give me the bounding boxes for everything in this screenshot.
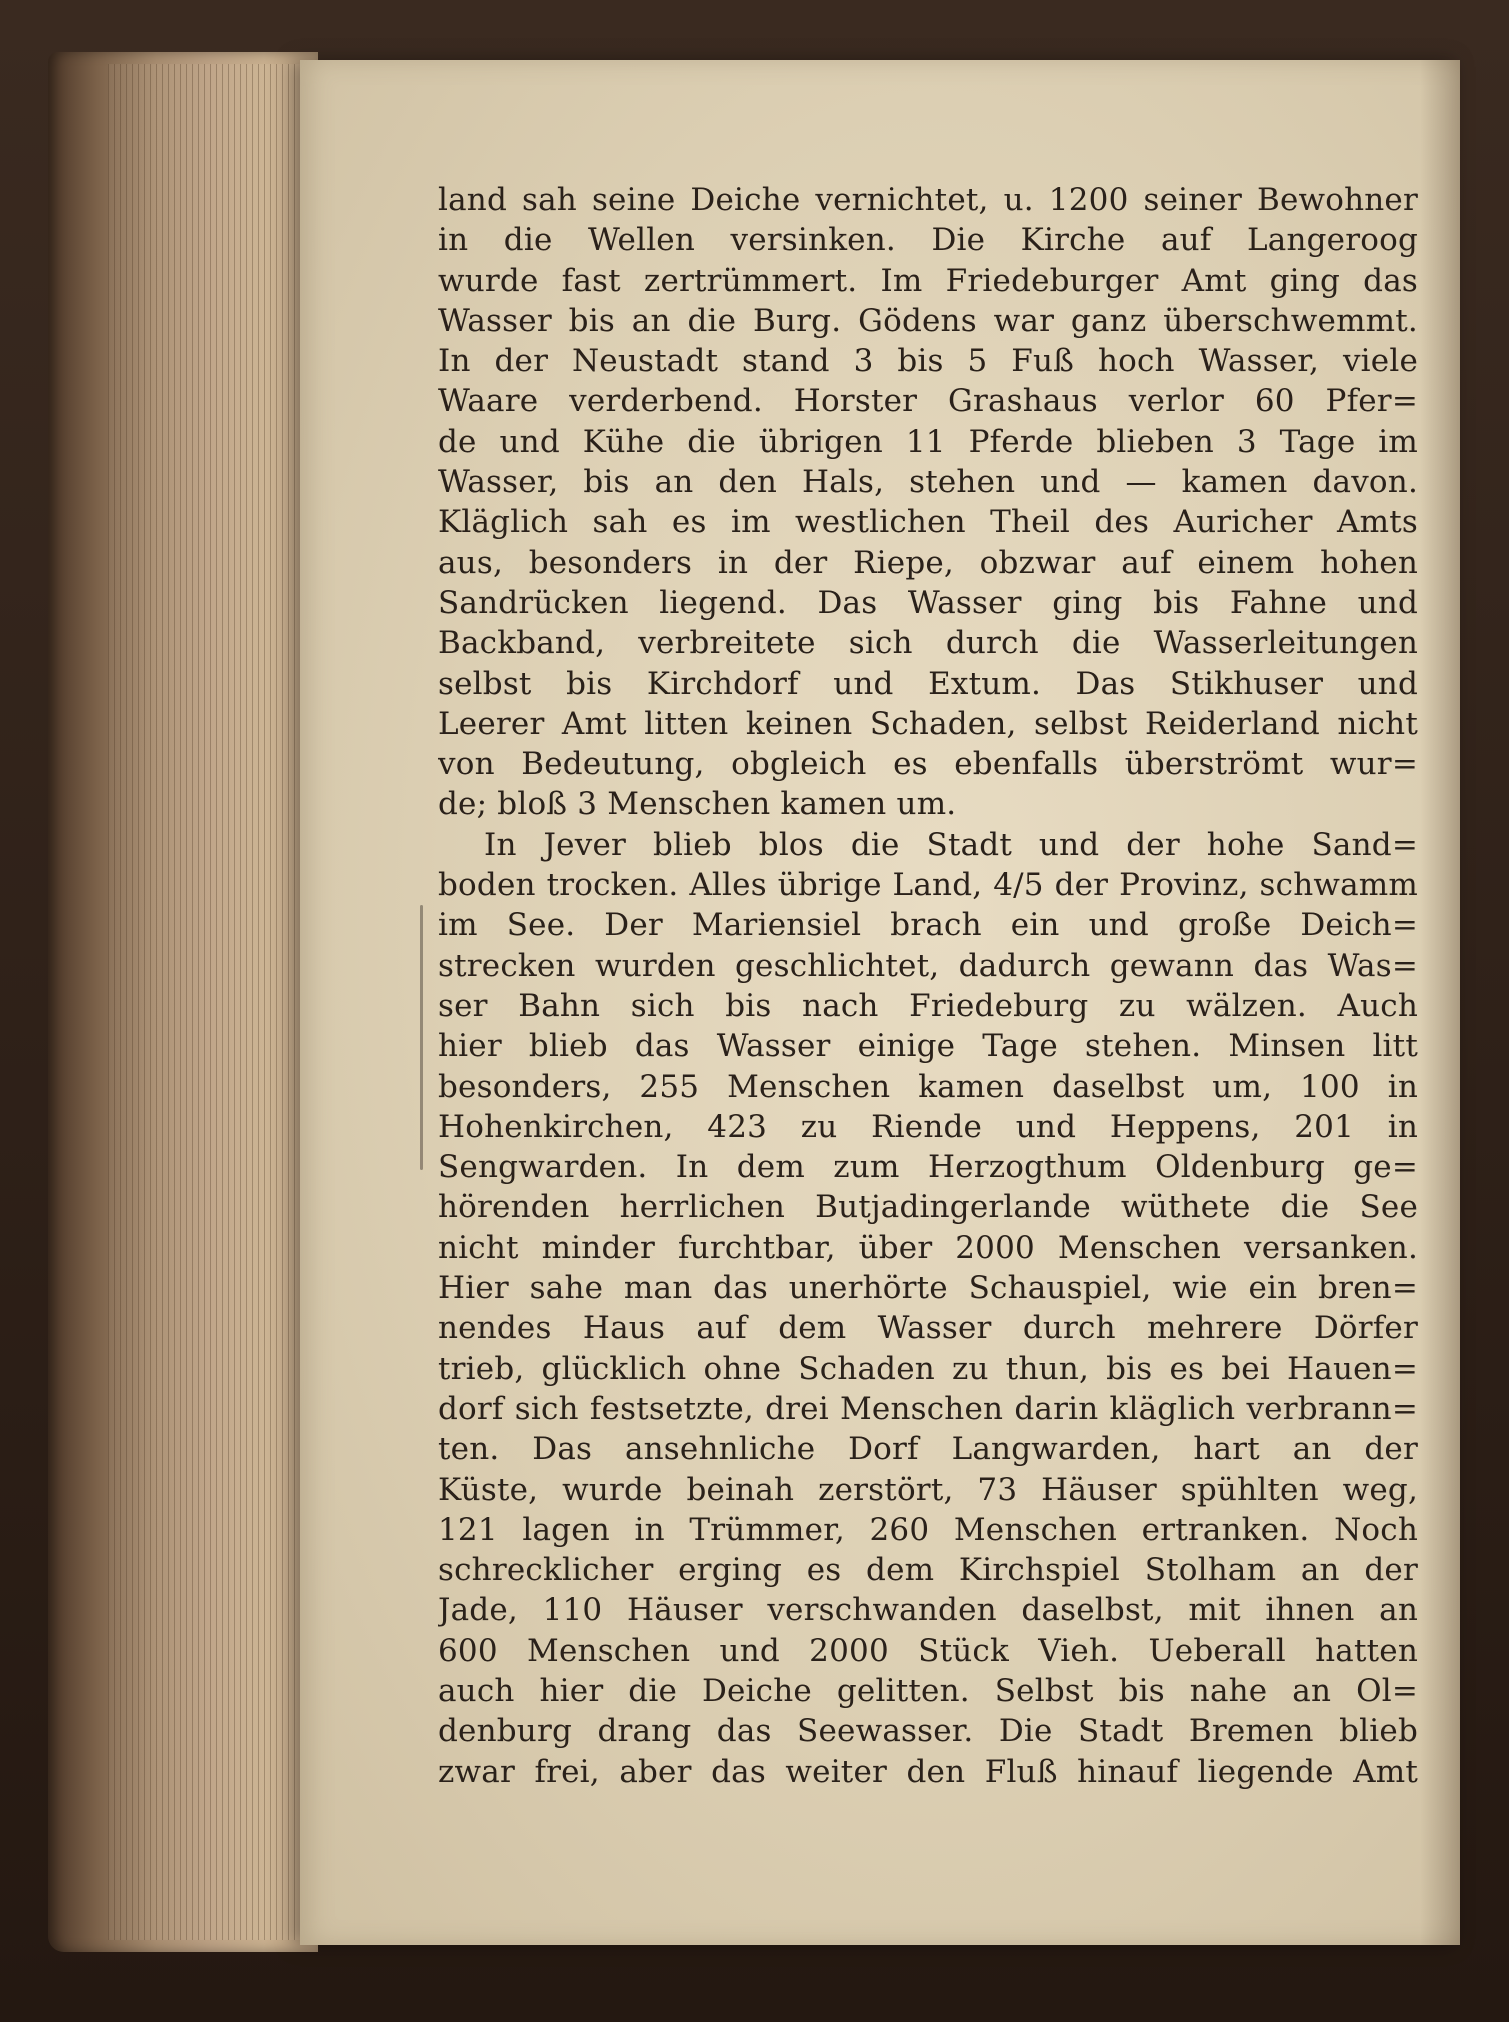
text-line: In Jever blieb blos die Stadt und der hohe Sand= — [484, 826, 1418, 863]
text-line: ser Bahn sich bis nach Friedeburg zu wälzen. Auch — [438, 987, 1418, 1024]
text-line: besonders, 255 Menschen kamen daselbst um, 100 in — [438, 1068, 1418, 1105]
text-line: wurde fast zertrümmert. Im Friedeburger Amt ging das — [438, 262, 1418, 299]
text-line: Sandrücken liegend. Das Wasser ging bis Fahne und — [438, 584, 1418, 621]
text-line: Leerer Amt litten keinen Schaden, selbst Reiderland nicht — [438, 705, 1418, 742]
text-line: Kläglich sah es im westlichen Theil des Auricher Amts — [438, 504, 1418, 541]
text-line: auch hier die Deiche gelitten. Selbst bis nahe an Ol= — [438, 1672, 1418, 1709]
page-edge-lines — [108, 64, 318, 1940]
text-line: Hohenkirchen, 423 zu Riende und Heppens, 201 in — [438, 1108, 1418, 1145]
text-line: Wasser bis an die Burg. Gödens war ganz überschwemmt. — [438, 302, 1418, 339]
book-page-edges — [48, 52, 318, 1952]
text-line: im See. Der Mariensiel brach ein und große Deich= — [438, 907, 1418, 944]
text-line: boden trocken. Alles übrige Land, 4/5 der Provinz, schwamm — [438, 867, 1418, 904]
text-line: Hier sahe man das unerhörte Schauspiel, wie ein bren= — [438, 1270, 1418, 1307]
text-line: land sah seine Deiche vernichtet, u. 1200 seiner Bewohner — [438, 182, 1418, 218]
text-line: Wasser, bis an den Hals, stehen und — kamen davon. — [438, 464, 1418, 501]
text-line: In der Neustadt stand 3 bis 5 Fuß hoch Wasser, viele — [438, 343, 1418, 380]
text-line: hörenden herrlichen Butjadingerlande wüthete die See — [438, 1189, 1418, 1226]
text-line: Küste, wurde beinah zerstört, 73 Häuser spühlten weg, — [438, 1471, 1418, 1508]
text-line: zwar frei, aber das weiter den Fluß hinauf liegende Amt — [438, 1753, 1418, 1790]
text-line: in die Wellen versinken. Die Kirche auf Langeroog — [438, 222, 1418, 259]
text-line: nendes Haus auf dem Wasser durch mehrere Dörfer — [438, 1310, 1418, 1347]
text-line: de; bloß 3 Menschen kamen um. — [438, 786, 957, 823]
text-line: de und Kühe die übrigen 11 Pferde blieben 3 Tage im — [438, 423, 1418, 460]
text-line: dorf sich festsetzte, drei Menschen darin kläglich verbrann= — [438, 1390, 1418, 1427]
text-line: Jade, 110 Häuser verschwanden daselbst, mit ihnen an — [438, 1592, 1418, 1629]
text-line: 121 lagen in Trümmer, 260 Menschen ertranken. Noch — [438, 1511, 1418, 1548]
text-line: 600 Menschen und 2000 Stück Vieh. Ueberall hatten — [438, 1632, 1418, 1669]
text-line: strecken wurden geschlichtet, dadurch gewann das Was= — [438, 947, 1418, 984]
text-line: trieb, glücklich ohne Schaden zu thun, bis es bei Hauen= — [438, 1350, 1418, 1387]
text-line: Sengwarden. In dem zum Herzogthum Oldenburg ge= — [438, 1149, 1418, 1186]
text-line: ten. Das ansehnliche Dorf Langwarden, hart an der — [438, 1431, 1418, 1468]
text-line: hier blieb das Wasser einige Tage stehen. Minsen litt — [438, 1028, 1418, 1065]
text-line: von Bedeutung, obgleich es ebenfalls überströmt wur= — [438, 746, 1418, 783]
text-line: denburg drang das Seewasser. Die Stadt Bremen blieb — [438, 1713, 1418, 1750]
page-text — [438, 180, 1418, 1792]
text-line: aus, besonders in der Riepe, obzwar auf einem hohen — [438, 544, 1418, 581]
pencil-margin-mark — [420, 905, 423, 1170]
text-line: Backband, verbreitete sich durch die Wasserleitungen — [438, 625, 1418, 662]
text-line: nicht minder furchtbar, über 2000 Menschen versanken. — [438, 1229, 1418, 1266]
text-line: selbst bis Kirchdorf und Extum. Das Stikhuser und — [438, 665, 1418, 702]
text-line: Waare verderbend. Horster Grashaus verlor 60 Pfer= — [438, 383, 1418, 420]
text-line: schrecklicher erging es dem Kirchspiel Stolham an der — [438, 1552, 1418, 1589]
